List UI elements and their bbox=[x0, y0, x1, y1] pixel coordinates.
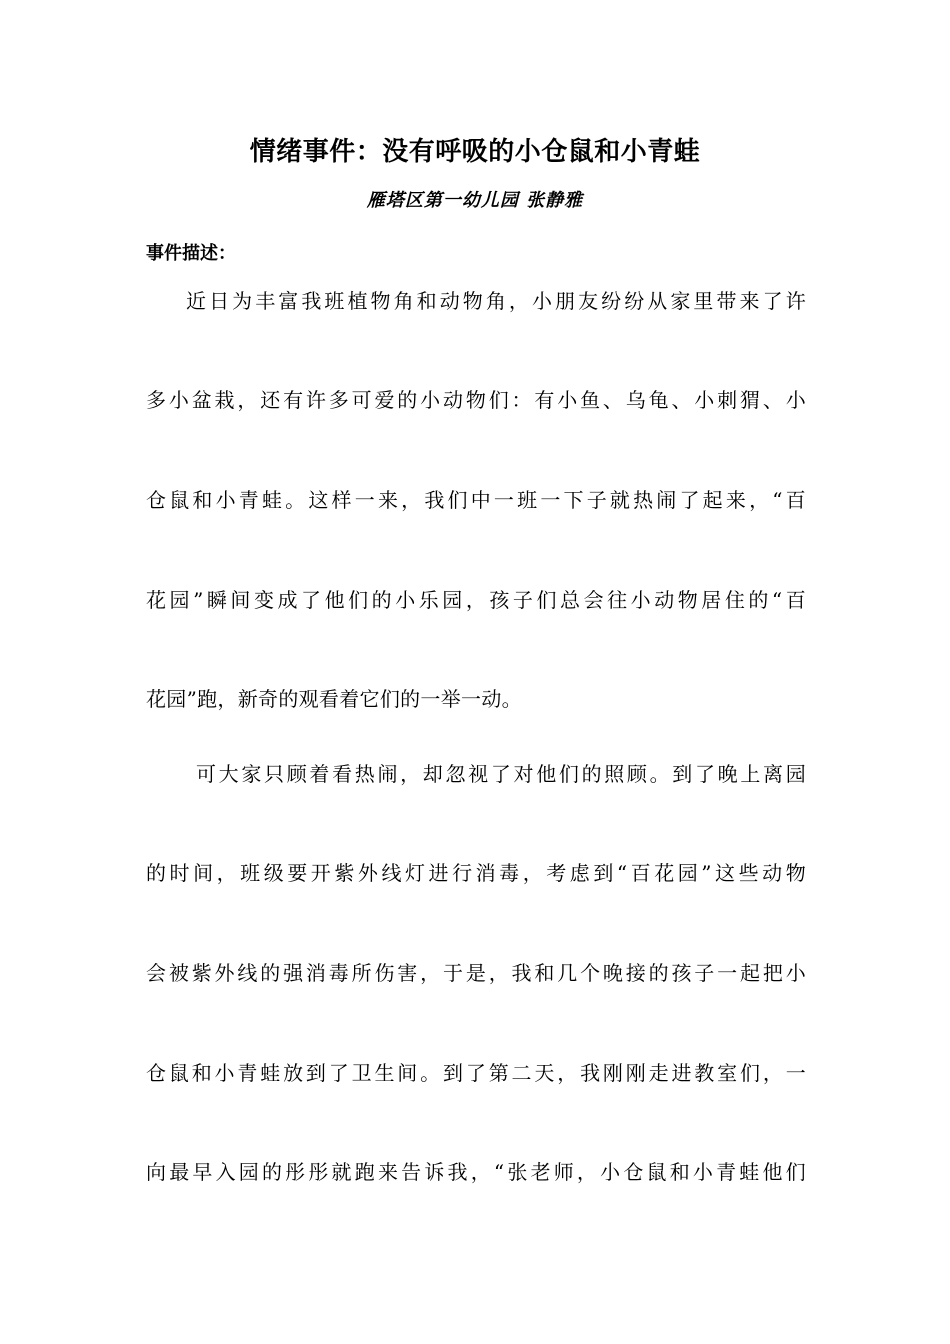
paragraph-line: 花园”瞬间变成了他们的小乐园，孩子们总会往小动物居住的“百 bbox=[146, 588, 806, 612]
document-title: 情绪事件：没有呼吸的小仓鼠和小青蛙 bbox=[249, 137, 701, 167]
paragraph-line: 向最早入园的彤彤就跑来告诉我，“张老师，小仓鼠和小青蛙他们 bbox=[146, 1160, 806, 1184]
paragraph-line: 仓鼠和小青蛙放到了卫生间。到了第二天，我刚刚走进教室们，一 bbox=[146, 1061, 806, 1085]
paragraph-line: 可大家只顾着看热闹，却忽视了对他们的照顾。到了晚上离园 bbox=[196, 762, 806, 786]
author-byline: 雁塔区第一幼儿园 张静雅 bbox=[366, 190, 584, 211]
paragraph-line: 会被紫外线的强消毒所伤害，于是，我和几个晚接的孩子一起把小 bbox=[146, 961, 806, 985]
section-heading: 事件描述： bbox=[146, 243, 236, 264]
paragraph-line: 近日为丰富我班植物角和动物角，小朋友纷纷从家里带来了许 bbox=[186, 289, 806, 313]
paragraph-line: 多小盆栽，还有许多可爱的小动物们：有小鱼、乌龟、小刺猬、小 bbox=[146, 388, 806, 412]
paragraph-line: 花园”跑，新奇的观看着它们的一举一动。 bbox=[146, 687, 522, 711]
paragraph-line: 的时间，班级要开紫外线灯进行消毒，考虑到“百花园”这些动物 bbox=[146, 861, 806, 885]
paragraph-line: 仓鼠和小青蛙。这样一来，我们中一班一下子就热闹了起来，“百 bbox=[146, 488, 806, 512]
